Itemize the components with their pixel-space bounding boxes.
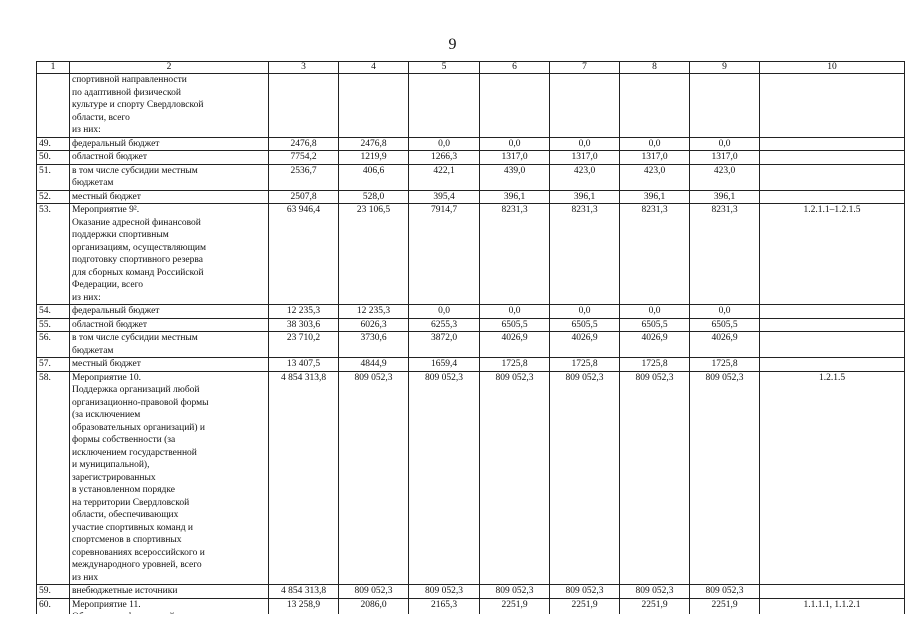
target-reference-cell (760, 137, 905, 151)
amount-cell (690, 74, 760, 138)
amount-cell: 1317,0 (620, 151, 690, 165)
amount-cell: 8231,3 (480, 204, 550, 305)
table-row (37, 305, 905, 319)
amount-cell: 423,0 (620, 164, 690, 190)
page-number: 9 (448, 36, 457, 53)
amount-cell: 23 106,5 (339, 204, 409, 305)
row-number-cell (37, 74, 70, 138)
target-reference-cell: 1.2.1.5 (760, 371, 905, 585)
row-name-cell: местный бюджет (70, 358, 269, 372)
row-number-cell: 58. (37, 371, 70, 585)
amount-cell: 2251,9 (690, 598, 760, 624)
target-reference-cell (760, 318, 905, 332)
amount-cell: 6026,3 (339, 318, 409, 332)
amount-cell (339, 74, 409, 138)
amount-cell (550, 74, 620, 138)
table-row (37, 585, 905, 599)
amount-cell: 4026,9 (690, 332, 760, 358)
target-reference-cell: 1.1.1.1, 1.1.2.1 (760, 598, 905, 624)
column-header: 7 (550, 62, 620, 74)
amount-cell: 4 854 313,8 (269, 371, 339, 585)
amount-cell: 809 052,3 (339, 371, 409, 585)
table-row (37, 204, 905, 305)
row-name-cell: областной бюджет (70, 318, 269, 332)
row-number-cell: 50. (37, 151, 70, 165)
column-header: 9 (690, 62, 760, 74)
amount-cell: 1266,3 (409, 151, 480, 165)
amount-cell: 4 854 313,8 (269, 585, 339, 599)
amount-cell: 809 052,3 (409, 585, 480, 599)
amount-cell: 396,1 (690, 190, 760, 204)
row-name-cell: Мероприятие 9². Оказание адресной финансовой поддержки спортивным организациям, осуществляющим подготовку спортивного резерва для сборных команд Российской Федерации, всего из них: (70, 204, 269, 305)
column-header: 2 (70, 62, 269, 74)
table-row (37, 318, 905, 332)
amount-cell: 0,0 (480, 305, 550, 319)
amount-cell: 0,0 (690, 137, 760, 151)
target-reference-cell (760, 332, 905, 358)
amount-cell: 2476,8 (339, 137, 409, 151)
target-reference-cell (760, 151, 905, 165)
row-name-cell: внебюджетные источники (70, 585, 269, 599)
table-row (37, 190, 905, 204)
amount-cell: 1317,0 (550, 151, 620, 165)
row-name-cell: областной бюджет (70, 151, 269, 165)
column-header: 8 (620, 62, 690, 74)
amount-cell: 1725,8 (690, 358, 760, 372)
target-reference-cell (760, 358, 905, 372)
row-number-cell: 56. (37, 332, 70, 358)
amount-cell: 809 052,3 (690, 371, 760, 585)
amount-cell: 809 052,3 (550, 371, 620, 585)
amount-cell: 809 052,3 (620, 371, 690, 585)
amount-cell: 13 258,9 (269, 598, 339, 624)
amount-cell: 7754,2 (269, 151, 339, 165)
row-number-cell: 55. (37, 318, 70, 332)
amount-cell (480, 74, 550, 138)
amount-cell: 3730,6 (339, 332, 409, 358)
amount-cell: 6255,3 (409, 318, 480, 332)
amount-cell: 1659,4 (409, 358, 480, 372)
amount-cell: 406,6 (339, 164, 409, 190)
row-name-cell: федеральный бюджет (70, 137, 269, 151)
amount-cell: 6505,5 (550, 318, 620, 332)
amount-cell: 423,0 (690, 164, 760, 190)
amount-cell: 12 235,3 (339, 305, 409, 319)
row-number-cell: 49. (37, 137, 70, 151)
column-header: 1 (37, 62, 70, 74)
amount-cell: 0,0 (620, 305, 690, 319)
row-name-cell: в том числе субсидии местным бюджетам (70, 164, 269, 190)
amount-cell: 6505,5 (620, 318, 690, 332)
amount-cell: 1317,0 (690, 151, 760, 165)
amount-cell: 809 052,3 (409, 371, 480, 585)
amount-cell: 8231,3 (550, 204, 620, 305)
program-financing-table (36, 61, 905, 625)
row-number-cell: 57. (37, 358, 70, 372)
amount-cell: 809 052,3 (480, 371, 550, 585)
amount-cell: 1725,8 (480, 358, 550, 372)
column-header: 10 (760, 62, 905, 74)
row-name-cell: Мероприятие 11. (70, 598, 269, 624)
amount-cell: 396,1 (620, 190, 690, 204)
row-name-cell: Мероприятие 10. Поддержка организаций любой организационно-правовой формы (за исключением образовательных организаций) и формы собственности (за исключением государственной и муниципальной), зарегистрированных в установленном порядке на территории Свердловской области, обеспечивающих участие спортивных команд и спортсменов в спортивных соревнованиях всероссийского и международного уровней, всего из них (70, 371, 269, 585)
amount-cell: 4026,9 (550, 332, 620, 358)
row-number-cell: 53. (37, 204, 70, 305)
amount-cell: 2507,8 (269, 190, 339, 204)
amount-cell: 13 407,5 (269, 358, 339, 372)
amount-cell: 422,1 (409, 164, 480, 190)
amount-cell: 1725,8 (550, 358, 620, 372)
amount-cell: 7914,7 (409, 204, 480, 305)
row-number-cell: 52. (37, 190, 70, 204)
column-header: 5 (409, 62, 480, 74)
amount-cell: 2251,9 (620, 598, 690, 624)
target-reference-cell (760, 585, 905, 599)
table-row (37, 164, 905, 190)
amount-cell: 1317,0 (480, 151, 550, 165)
amount-cell: 0,0 (550, 137, 620, 151)
amount-cell: 396,1 (480, 190, 550, 204)
amount-cell: 423,0 (550, 164, 620, 190)
row-number-cell: 54. (37, 305, 70, 319)
amount-cell: 0,0 (409, 137, 480, 151)
table-row (37, 371, 905, 585)
amount-cell: 38 303,6 (269, 318, 339, 332)
amount-cell: 63 946,4 (269, 204, 339, 305)
amount-cell: 2536,7 (269, 164, 339, 190)
target-reference-cell (760, 74, 905, 138)
amount-cell: 2476,8 (269, 137, 339, 151)
target-reference-cell (760, 305, 905, 319)
row-name-cell: спортивной направленности по адаптивной физической культуре и спорту Свердловской области, всего из них: (70, 74, 269, 138)
table-row (37, 358, 905, 372)
amount-cell: 0,0 (620, 137, 690, 151)
amount-cell: 0,0 (409, 305, 480, 319)
row-number-cell: 60. (37, 598, 70, 624)
amount-cell: 4026,9 (620, 332, 690, 358)
column-header: 4 (339, 62, 409, 74)
amount-cell: 395,4 (409, 190, 480, 204)
amount-cell: 8231,3 (690, 204, 760, 305)
amount-cell: 3872,0 (409, 332, 480, 358)
amount-cell (620, 74, 690, 138)
row-number-cell: 59. (37, 585, 70, 599)
table-row (37, 332, 905, 358)
amount-cell (409, 74, 480, 138)
amount-cell: 809 052,3 (550, 585, 620, 599)
table-row (37, 74, 905, 138)
amount-cell: 809 052,3 (339, 585, 409, 599)
amount-cell: 6505,5 (480, 318, 550, 332)
amount-cell: 2086,0 (339, 598, 409, 624)
row-number-cell: 51. (37, 164, 70, 190)
amount-cell: 809 052,3 (690, 585, 760, 599)
amount-cell: 0,0 (690, 305, 760, 319)
row-name-cell: в том числе субсидии местным бюджетам (70, 332, 269, 358)
amount-cell: 23 710,2 (269, 332, 339, 358)
target-reference-cell (760, 164, 905, 190)
amount-cell: 1219,9 (339, 151, 409, 165)
amount-cell: 2251,9 (550, 598, 620, 624)
amount-cell: 2251,9 (480, 598, 550, 624)
amount-cell: 528,0 (339, 190, 409, 204)
target-reference-cell: 1.2.1.1–1.2.1.5 (760, 204, 905, 305)
column-number-header-row (37, 62, 905, 74)
amount-cell: 2165,3 (409, 598, 480, 624)
amount-cell: 6505,5 (690, 318, 760, 332)
amount-cell: 809 052,3 (480, 585, 550, 599)
amount-cell: 439,0 (480, 164, 550, 190)
row-name-cell: федеральный бюджет (70, 305, 269, 319)
amount-cell: 4844,9 (339, 358, 409, 372)
column-header: 6 (480, 62, 550, 74)
target-reference-cell (760, 190, 905, 204)
amount-cell: 12 235,3 (269, 305, 339, 319)
table-row (37, 151, 905, 165)
amount-cell: 1725,8 (620, 358, 690, 372)
amount-cell: 8231,3 (620, 204, 690, 305)
amount-cell: 809 052,3 (620, 585, 690, 599)
table-row (37, 137, 905, 151)
page-bottom-margin (0, 614, 905, 640)
column-header: 3 (269, 62, 339, 74)
amount-cell: 0,0 (480, 137, 550, 151)
amount-cell (269, 74, 339, 138)
amount-cell: 396,1 (550, 190, 620, 204)
amount-cell: 4026,9 (480, 332, 550, 358)
amount-cell: 0,0 (550, 305, 620, 319)
row-name-cell: местный бюджет (70, 190, 269, 204)
